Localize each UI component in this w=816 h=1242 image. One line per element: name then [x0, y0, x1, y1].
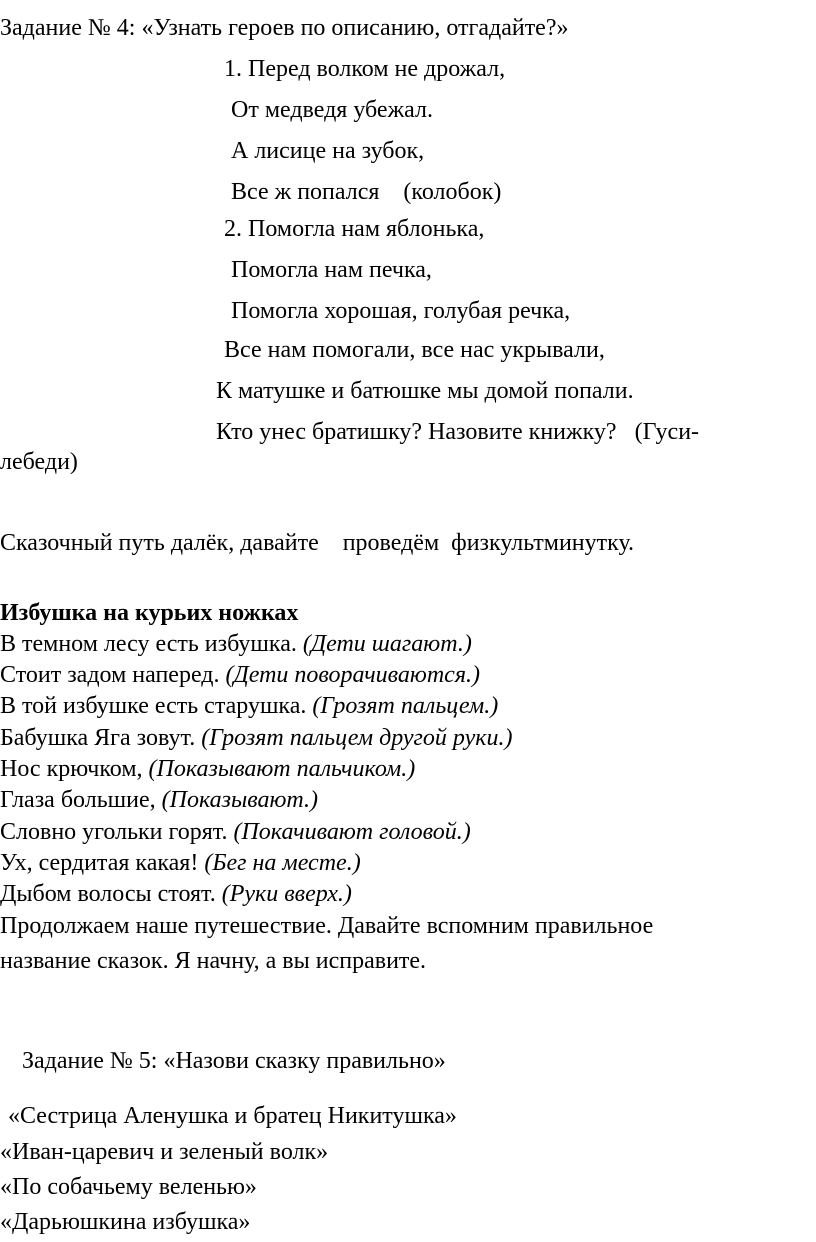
continue-line: Продолжаем наше путешествие. Давайте вспомним правильное	[0, 913, 654, 939]
list-item: «Дарьюшкина избушка»	[0, 1209, 251, 1235]
poem-action: (Бег на месте.)	[204, 850, 361, 876]
riddle-line: Все ж попался (колобок)	[231, 179, 502, 205]
list-item: «По собачьему веленью»	[0, 1174, 257, 1200]
poem-action: (Дети шагают.)	[302, 631, 472, 657]
riddle-line: К матушке и батюшке мы домой попали.	[216, 378, 634, 404]
riddle-line: Все нам помогали, все нас укрывали,	[224, 337, 605, 363]
poem-text: Дыбом волосы стоят.	[0, 881, 222, 907]
poem-line	[0, 851, 361, 875]
poem-line	[0, 663, 480, 687]
poem-text: Стоит задом наперед.	[0, 662, 226, 688]
poem-action: (Руки вверх.)	[221, 881, 352, 907]
poem-line	[0, 726, 512, 750]
poem-text: Глаза большие,	[0, 787, 162, 813]
poem-line	[0, 882, 352, 906]
poem-text: В той избушке есть старушка.	[0, 693, 313, 719]
poem-line	[0, 788, 318, 812]
poem-text: Бабушка Яга зовут.	[0, 725, 202, 751]
poem-text: Словно угольки горят.	[0, 819, 234, 845]
riddle-line: Помогла нам печка,	[231, 257, 432, 283]
riddle-line: Кто унес братишку? Назовите книжку? (Гуси-	[216, 419, 700, 445]
list-item: «Сестрица Аленушка и братец Никитушка»	[8, 1103, 457, 1129]
poem-action: (Грозят пальцем другой руки.)	[201, 725, 513, 751]
list-item: «Иван-царевич и зеленый волк»	[0, 1139, 329, 1165]
riddle-line: 1. Перед волком не дрожал,	[224, 56, 506, 82]
riddle-line: 2. Помогла нам яблонька,	[224, 216, 485, 242]
transition-text: Сказочный путь далёк, давайте проведём физкультминутку.	[0, 530, 635, 556]
poem-text: В темном лесу есть избушка.	[0, 631, 303, 657]
poem-line	[0, 694, 498, 718]
poem-text: Ух, сердитая какая!	[0, 850, 205, 876]
poem-line	[0, 632, 472, 656]
poem-line	[0, 820, 471, 844]
riddle-line: лебеди)	[0, 449, 78, 475]
riddle-line: А лисице на зубок,	[231, 138, 425, 164]
task5-title: Задание № 5: «Назови сказку правильно»	[22, 1048, 446, 1074]
poem-action: (Дети поворачиваются.)	[225, 662, 480, 688]
poem-action: (Показывают пальчиком.)	[148, 756, 416, 782]
poem-text: Нос крючком,	[0, 756, 149, 782]
poem-title: Избушка на курьих ножках	[0, 600, 299, 626]
continue-line: название сказок. Я начну, а вы исправите.	[0, 948, 427, 974]
poem-action: (Грозят пальцем.)	[312, 693, 499, 719]
poem-action: (Показывают.)	[161, 787, 318, 813]
poem-action: (Покачивают головой.)	[233, 819, 471, 845]
riddle-line: Помогла хорошая, голубая речка,	[231, 298, 571, 324]
poem-line	[0, 757, 415, 781]
riddle-line: От медведя убежал.	[231, 97, 433, 123]
task4-title: Задание № 4: «Узнать героев по описанию, отгадайте?»	[0, 15, 569, 41]
